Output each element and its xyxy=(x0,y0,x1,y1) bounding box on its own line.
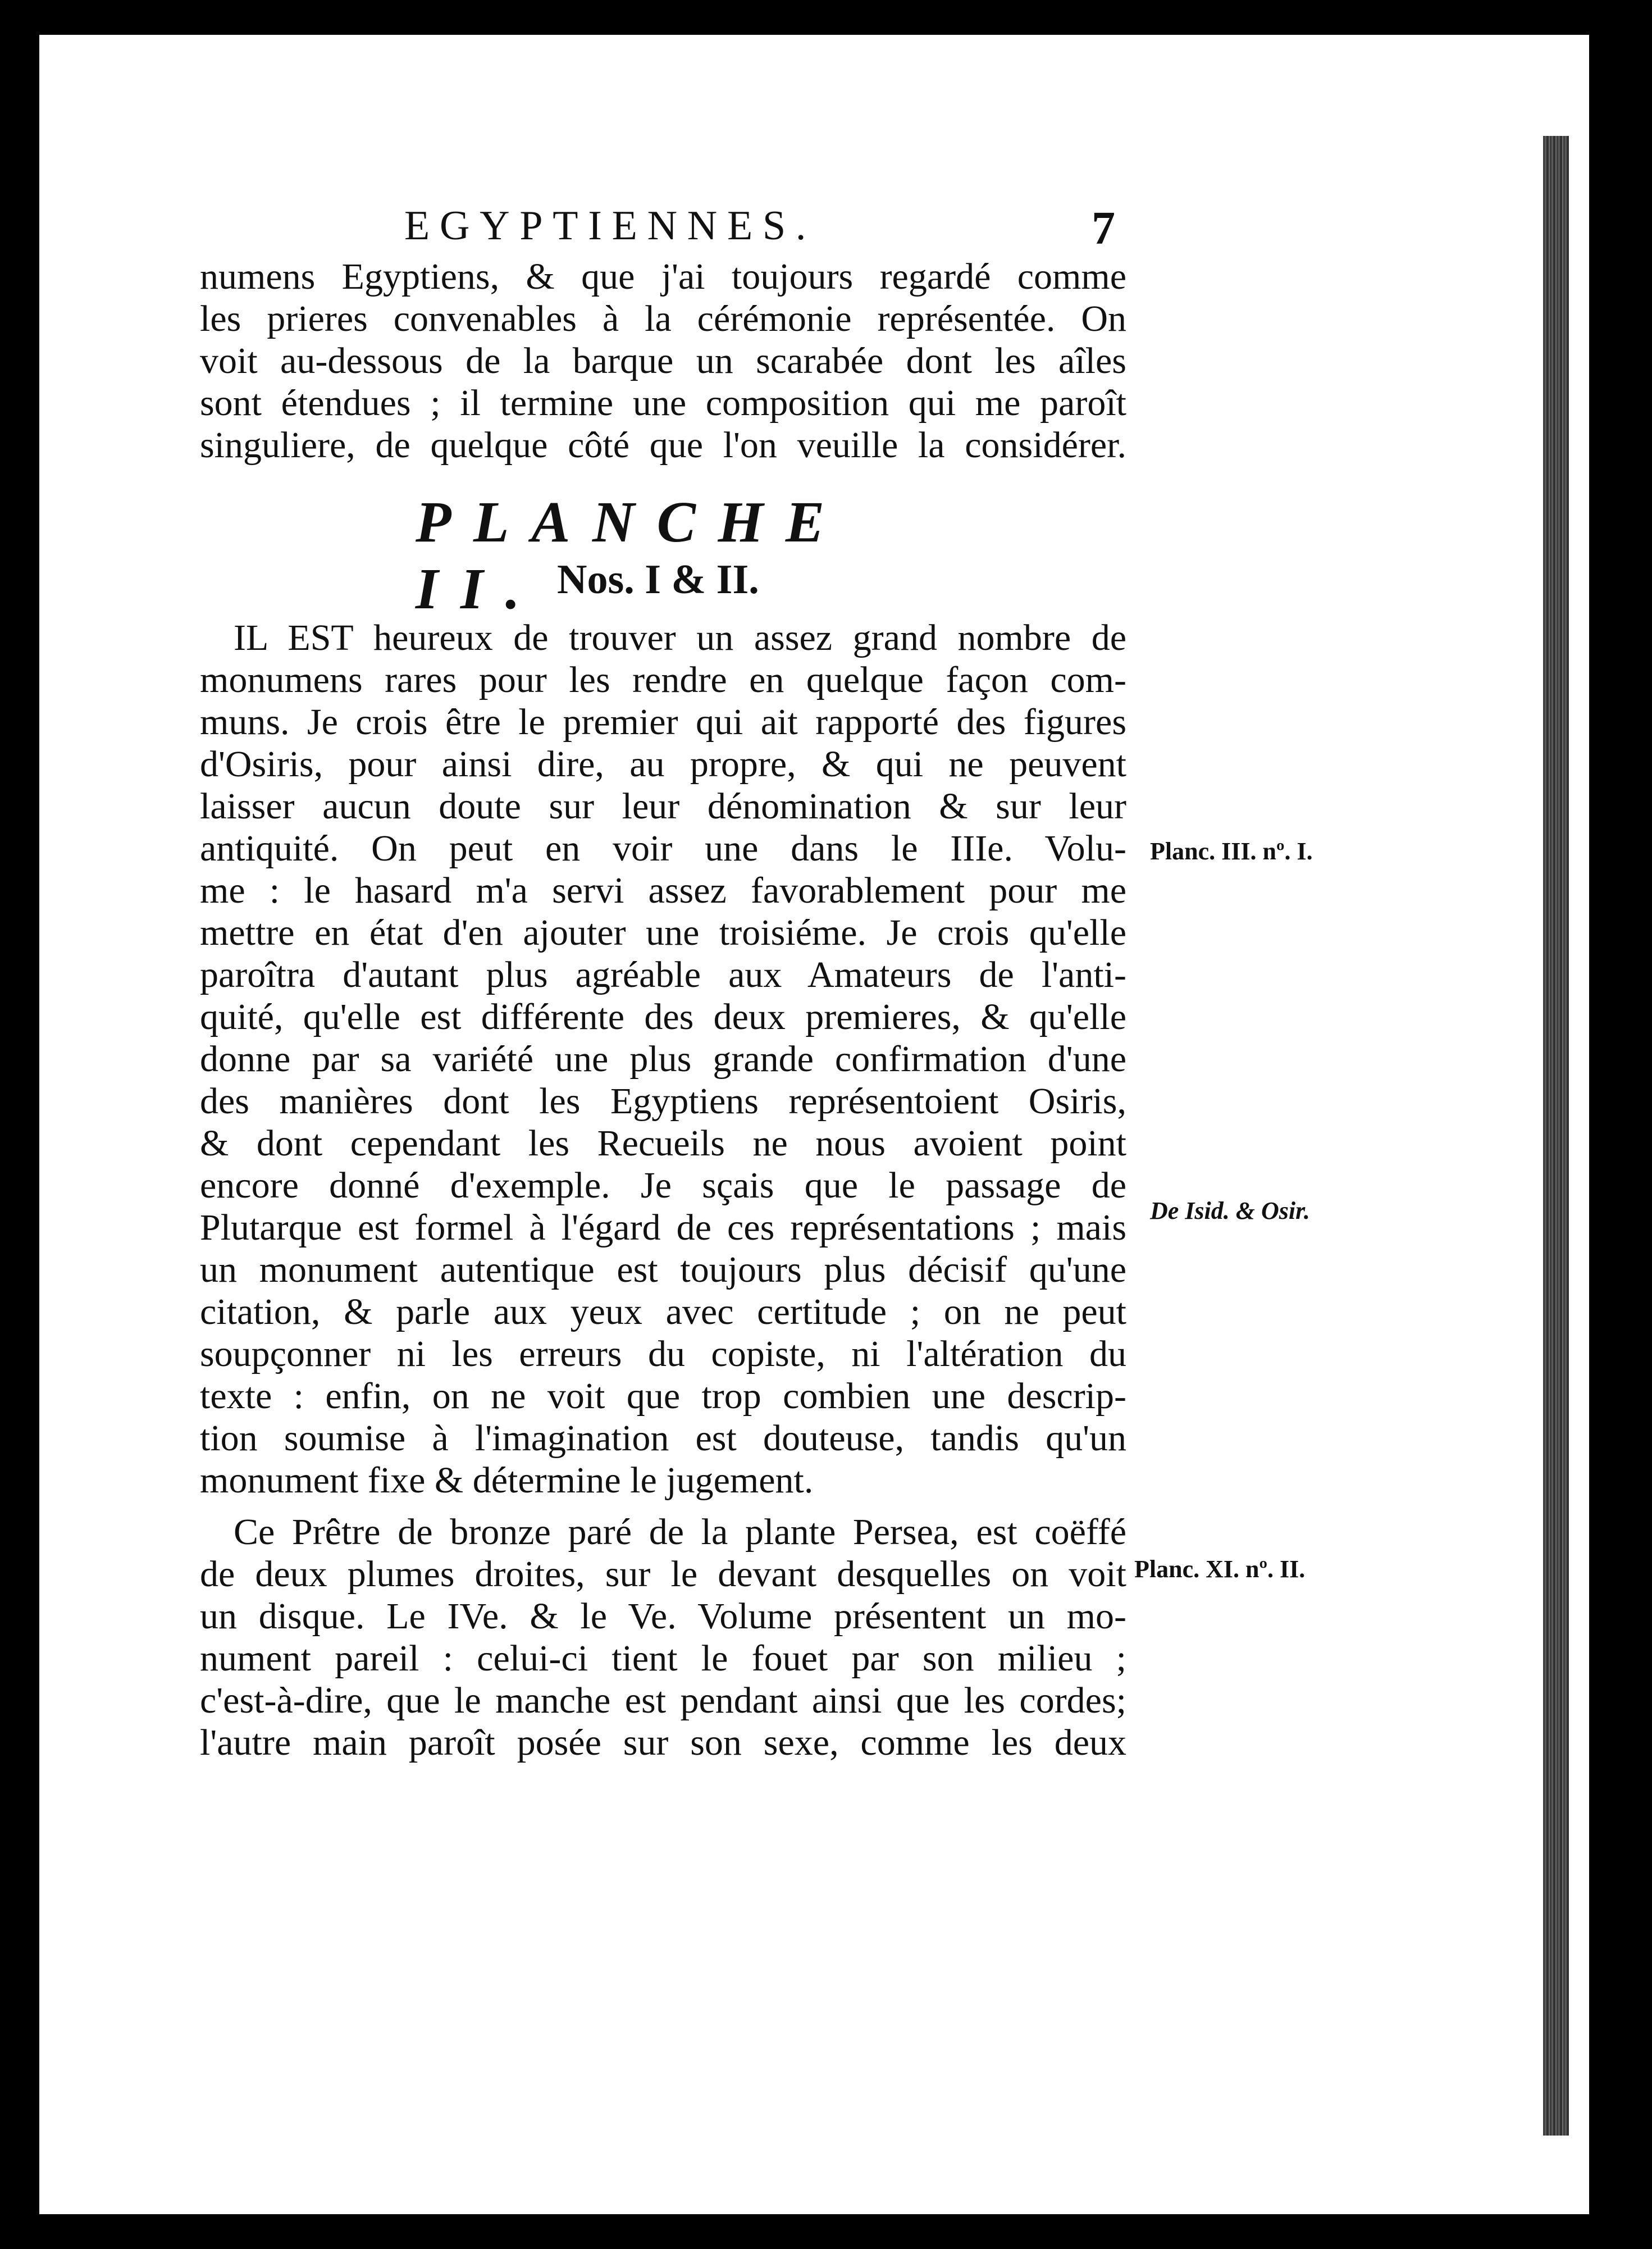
text-line: sont étendues ; il termine une composition qui me paroît xyxy=(200,383,1126,424)
text-line: mettre en état d'en ajouter une troisiéme. Je crois qu'elle xyxy=(200,912,1126,953)
paragraph-2 xyxy=(200,1511,1126,1764)
text-line: tion soumise à l'imagination est douteuse, tandis qu'un xyxy=(200,1418,1126,1459)
plate-subtitle: Nos. I & II. xyxy=(557,557,759,603)
text-line: nument pareil : celui-ci tient le fouet par son milieu ; xyxy=(200,1638,1126,1679)
text-line: Plutarque est formel à l'égard de ces représentations ; mais xyxy=(200,1207,1126,1248)
text-line: antiquité. On peut en voir une dans le IIIe. Volu- xyxy=(200,828,1126,869)
paragraph-1 xyxy=(200,617,1126,1501)
page-number: 7 xyxy=(1092,202,1115,254)
text-line: d'Osiris, pour ainsi dire, au propre, & qui ne peuvent xyxy=(200,744,1126,785)
text-line: singuliere, de quelque côté que l'on veuille la considérer. xyxy=(200,425,1126,466)
text-line: monument fixe & détermine le jugement. xyxy=(200,1460,814,1501)
margin-note: Planc. XI. nº. II. xyxy=(1134,1555,1306,1583)
text-line: soupçonner ni les erreurs du copiste, ni l'altération du xyxy=(200,1333,1126,1374)
text-line: un disque. Le IVe. & le Ve. Volume présentent un mo- xyxy=(200,1596,1126,1637)
text-line: paroîtra d'autant plus agréable aux Amateurs de l'anti- xyxy=(200,954,1126,995)
running-title: EGYPTIENNES. xyxy=(404,203,816,249)
margin-note: Planc. III. nº. I. xyxy=(1150,837,1313,865)
text-line: laisser aucun doute sur leur dénomination & sur leur xyxy=(200,786,1126,827)
text-line: me : le hasard m'a servi assez favorablement pour me xyxy=(200,870,1126,911)
text-line: c'est-à-dire, que le manche est pendant ainsi que les cordes; xyxy=(200,1680,1126,1721)
text-line: des manières dont les Egyptiens représentoient Osiris, xyxy=(200,1081,1126,1122)
text-line: un monument autentique est toujours plus décisif qu'une xyxy=(200,1249,1126,1290)
text-line: les prieres convenables à la cérémonie représentée. On xyxy=(200,298,1126,339)
text-line: encore donné d'exemple. Je sçais que le passage de xyxy=(200,1165,1126,1206)
text-line: de deux plumes droites, sur le devant desquelles on voit xyxy=(200,1554,1126,1595)
text-line: donne par sa variété une plus grande confirmation d'une xyxy=(200,1039,1126,1080)
text-line: citation, & parle aux yeux avec certitude ; on ne peut xyxy=(200,1291,1126,1332)
text-line: muns. Je crois être le premier qui ait rapporté des figures xyxy=(200,702,1126,743)
text-line: IL EST heureux de trouver un assez grand nombre de xyxy=(234,617,1126,658)
text-line: texte : enfin, on ne voit que trop combien une descrip- xyxy=(200,1376,1126,1417)
page-edge-shadow xyxy=(1543,136,1569,2136)
top-paragraph xyxy=(200,256,1126,466)
margin-note: De Isid. & Osir. xyxy=(1150,1197,1310,1224)
text-line: monumens rares pour les rendre en quelque façon com- xyxy=(200,659,1126,700)
text-line: quité, qu'elle est différente des deux premieres, & qu'elle xyxy=(200,996,1126,1037)
text-line: voit au-dessous de la barque un scarabée dont les aîles xyxy=(200,340,1126,381)
text-line: & dont cependant les Recueils ne nous avoient point xyxy=(200,1123,1126,1164)
text-line: numens Egyptiens, & que j'ai toujours regardé comme xyxy=(200,256,1126,297)
plate-title: PLANCHE II. xyxy=(416,490,847,621)
text-line: Ce Prêtre de bronze paré de la plante Persea, est coëffé xyxy=(234,1512,1126,1553)
text-line: l'autre main paroît posée sur son sexe, comme les deux xyxy=(200,1722,1126,1763)
